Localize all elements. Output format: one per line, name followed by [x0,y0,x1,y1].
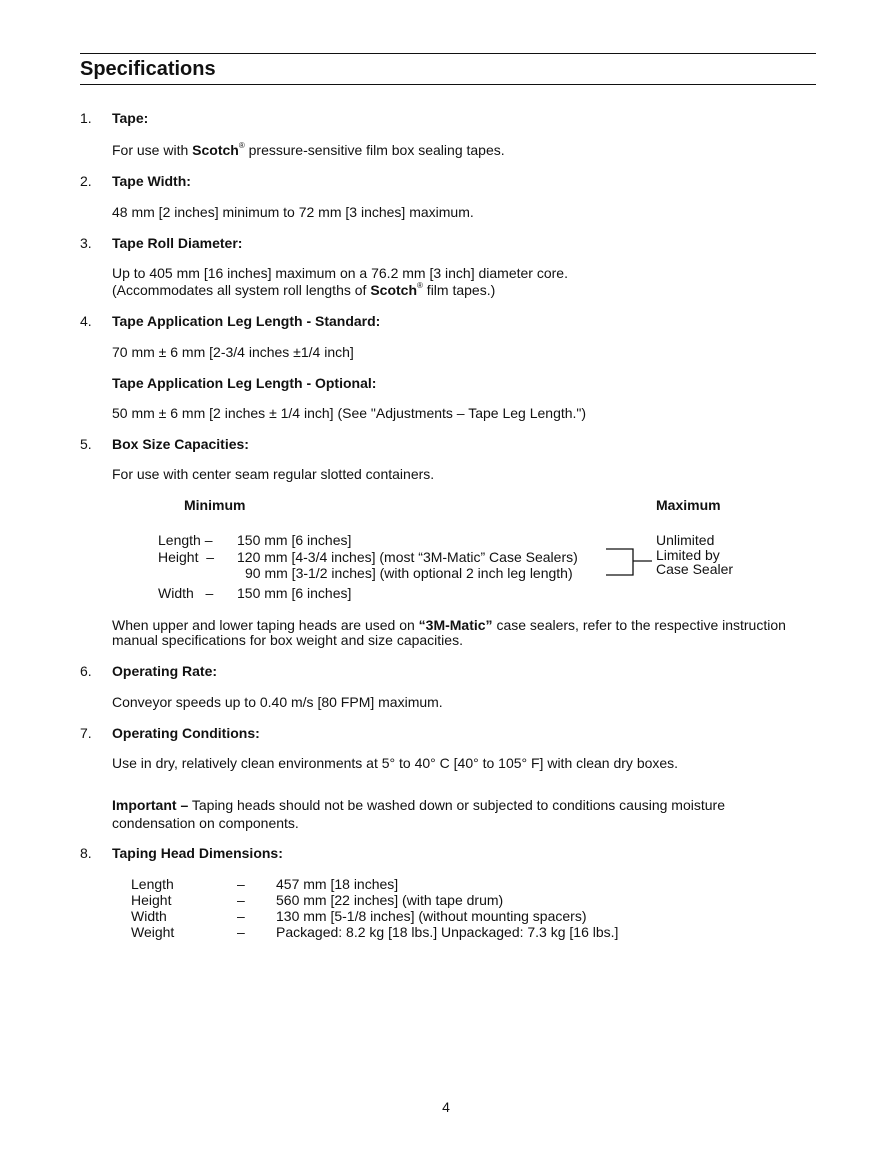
item-body: (Accommodates all system roll lengths of Scotch® film tapes.) [112,281,496,298]
item-body: 50 mm ± 6 mm [2 inches ± 1/4 inch] (See "Adjustments – Tape Leg Length.") [112,405,587,421]
important-note: Important – Taping heads should not be washed down or subjected to conditions causing moisture [112,797,725,813]
item-body: For use with center seam regular slotted containers. [112,466,435,482]
item-number: 5. [80,436,92,452]
dim-label: Weight [131,924,175,940]
item-number: 4. [80,313,92,329]
item-number: 6. [80,663,92,679]
dim-dash: – [237,924,245,940]
dim-value: 457 mm [18 inches] [276,876,399,892]
item-body: 70 mm ± 6 mm [2-3/4 inches ±1/4 inch] [112,344,354,360]
box-row-value: 150 mm [6 inches] [237,532,352,548]
item-number: 3. [80,235,92,251]
item-heading: Operating Conditions: [112,725,260,741]
item-body: For use with Scotch® pressure-sensitive film box sealing tapes. [112,141,505,158]
box-row-value: 90 mm [3-1/2 inches] (with optional 2 inch leg length) [245,565,573,581]
item-subheading: Tape Application Leg Length - Optional: [112,375,377,391]
item-number: 1. [80,110,92,126]
title-underline [80,84,816,85]
box-row-value: 120 mm [4-3/4 inches] (most “3M-Matic” Case Sealers) [237,549,578,565]
item-heading: Taping Head Dimensions: [112,845,283,861]
max-value: Case Sealer [656,561,734,577]
box-row-label: Length – [158,532,213,548]
dim-value: 130 mm [5-1/8 inches] (without mounting spacers) [276,908,587,924]
min-column-header: Minimum [184,497,246,513]
dim-label: Width [131,908,167,924]
box-row-label: Height – [158,549,215,565]
item-heading: Tape Roll Diameter: [112,235,243,251]
dim-label: Height [131,892,172,908]
page-title: Specifications [80,58,216,80]
item-body: Up to 405 mm [16 inches] maximum on a 76.2 mm [3 inch] diameter core. [112,265,568,281]
item-heading: Tape: [112,110,149,126]
page-number: 4 [442,1099,450,1115]
item-number: 8. [80,845,92,861]
item-number: 7. [80,725,92,741]
dim-dash: – [237,876,245,892]
dim-dash: – [237,908,245,924]
dim-dash: – [237,892,245,908]
max-column-header: Maximum [656,497,721,513]
box-row-value: 150 mm [6 inches] [237,585,352,601]
bracket-connector [600,542,656,582]
item-heading: Operating Rate: [112,663,218,679]
item-note: manual specifications for box weight and size capacities. [112,632,463,648]
important-note: condensation on components. [112,815,299,831]
dim-label: Length [131,876,174,892]
item-heading: Tape Application Leg Length - Standard: [112,313,381,329]
item-heading: Tape Width: [112,173,191,189]
dim-value: 560 mm [22 inches] (with tape drum) [276,892,504,908]
dim-value: Packaged: 8.2 kg [18 lbs.] Unpackaged: 7.3 kg [16 lbs.] [276,924,619,940]
item-body: 48 mm [2 inches] minimum to 72 mm [3 inches] maximum. [112,204,474,220]
item-note: When upper and lower taping heads are used on “3M-Matic” case sealers, refer to the respective instruction [112,617,786,633]
item-body: Use in dry, relatively clean environments at 5° to 40° C [40° to 105° F] with clean dry boxes. [112,755,679,771]
item-body: Conveyor speeds up to 0.40 m/s [80 FPM] maximum. [112,694,443,710]
item-heading: Box Size Capacities: [112,436,249,452]
max-value: Unlimited [656,532,715,548]
top-rule [80,53,816,54]
max-value: Limited by [656,547,720,563]
item-number: 2. [80,173,92,189]
box-row-label: Width – [158,585,214,601]
